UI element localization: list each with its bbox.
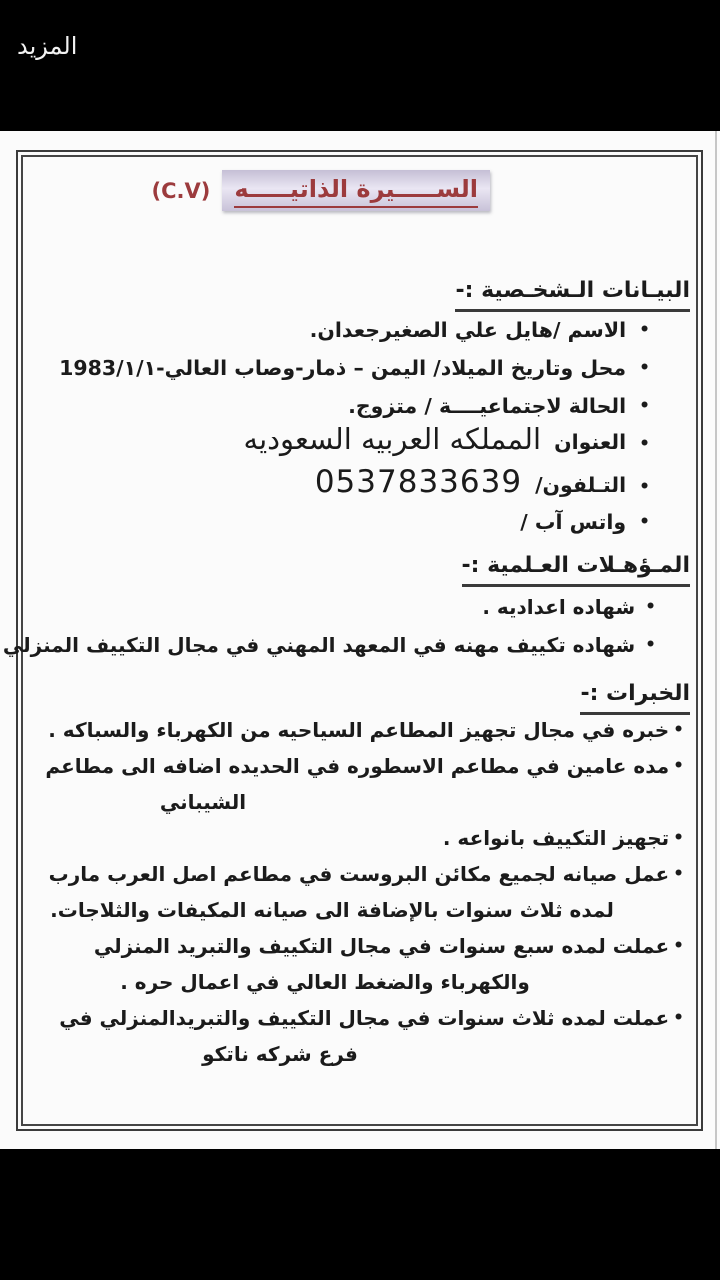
qualification-text: شهاده تكييف مهنه في المعهد المهني في مجال التكييف المنزلي — [2, 633, 636, 657]
experience-text-continuation: والكهرباء والضغط العالي في اعمال حره . — [120, 970, 530, 994]
phone-number: 0537833639 — [314, 464, 523, 500]
bullet-icon: • — [673, 936, 684, 956]
experience-item — [22, 825, 690, 852]
cv-content — [2, 131, 690, 1149]
birthplace-prefix: محل وتاريخ الميلاد/ اليمن – ذمار-وصاب العالي- — [156, 356, 627, 380]
bullet-icon: • — [645, 597, 656, 617]
address-label: العنوان — [554, 430, 627, 454]
bullet-icon: • — [673, 1008, 684, 1028]
experience-line — [22, 825, 684, 852]
experience-text: تجهيز التكييف بانواعه . — [442, 826, 670, 850]
experience-line — [22, 933, 684, 960]
viewer-top-bar — [0, 0, 720, 131]
section-heading-experience — [22, 681, 690, 715]
experience-line — [22, 1005, 684, 1032]
cv-document-photo — [0, 131, 720, 1149]
experience-text-continuation: الشيباني — [159, 790, 247, 814]
personal-item-marital — [22, 391, 650, 421]
experience-item — [22, 861, 690, 924]
qualification-item — [2, 631, 656, 659]
personal-list — [22, 315, 690, 537]
section-heading-personal — [22, 278, 690, 312]
personal-item-phone — [22, 462, 650, 507]
bullet-icon: • — [639, 477, 650, 497]
viewer-bottom-bar — [0, 1149, 720, 1280]
bullet-icon: • — [639, 434, 650, 454]
qualification-text: شهاده اعداديه . — [482, 595, 636, 619]
experience-text-continuation: فرع شركه ناتكو — [202, 1042, 358, 1066]
marital-status-text: الحالة لاجتماعيــــة / متزوج. — [348, 394, 627, 418]
experience-item — [22, 753, 690, 816]
title-arabic: الســـــيرة الذاتيـــــه — [234, 175, 478, 208]
personal-item-name — [22, 315, 650, 345]
bullet-icon: • — [639, 358, 650, 378]
cv-title — [22, 170, 690, 211]
section-heading-qualifications-text: المـؤهـلات العـلمية :- — [462, 553, 691, 587]
experience-text: خبره في مجال تجهيز المطاعم السياحيه من الكهرباء والسباكه . — [48, 718, 670, 742]
experience-item — [22, 933, 690, 996]
qualifications-list — [2, 593, 690, 659]
personal-item-address — [22, 421, 650, 462]
experience-text-continuation: لمده ثلاث سنوات بالإضافة الى صيانه المكيفات والثلاجات. — [50, 898, 614, 922]
experience-text: عمل صيانه لجميع مكائن البروست في مطاعم اصل العرب مارب — [48, 862, 670, 886]
bullet-icon: • — [639, 512, 650, 532]
section-heading-personal-text: البيـانات الـشخـصية :- — [455, 278, 690, 312]
experience-text: عملت لمده سبع سنوات في مجال التكييف والتبريد المنزلي — [93, 934, 670, 958]
title-highlight — [222, 170, 490, 211]
personal-birth-text — [59, 353, 626, 383]
experience-line — [22, 717, 684, 744]
experience-line — [22, 861, 684, 888]
whatsapp-label: واتس آب / — [520, 510, 627, 534]
more-button[interactable]: المزيد — [17, 32, 78, 60]
experience-list — [22, 717, 690, 1068]
experience-item — [22, 717, 690, 744]
address-value: المملكه العربيه السعوديه — [243, 422, 542, 456]
bullet-icon: • — [673, 720, 684, 740]
title-cv-latin: (C.V) — [151, 178, 211, 203]
birth-date: 1983/١/١ — [59, 356, 157, 380]
section-heading-experience-text: الخبرات :- — [580, 681, 690, 715]
personal-name-text: الاسم /هايل علي الصغيرجعدان. — [309, 318, 627, 342]
bullet-icon: • — [639, 396, 650, 416]
bullet-icon: • — [645, 635, 656, 655]
bullet-icon: • — [673, 828, 684, 848]
phone-label: التـلفون/ — [535, 473, 627, 497]
bullet-icon: • — [673, 756, 684, 776]
bullet-icon: • — [639, 320, 650, 340]
photo-edge-line — [715, 131, 717, 1149]
section-heading-qualifications — [22, 553, 690, 587]
personal-item-birth — [22, 353, 650, 383]
qualification-item — [22, 593, 656, 621]
experience-text: مده عامين في مطاعم الاسطوره في الحديده اضافه الى مطاعم — [45, 754, 670, 778]
experience-item — [22, 1005, 690, 1068]
bullet-icon: • — [673, 864, 684, 884]
experience-line — [22, 753, 684, 780]
experience-text: عملت لمده ثلاث سنوات في مجال التكييف والتبريدالمنزلي في — [59, 1006, 670, 1030]
personal-item-whatsapp — [22, 507, 650, 537]
